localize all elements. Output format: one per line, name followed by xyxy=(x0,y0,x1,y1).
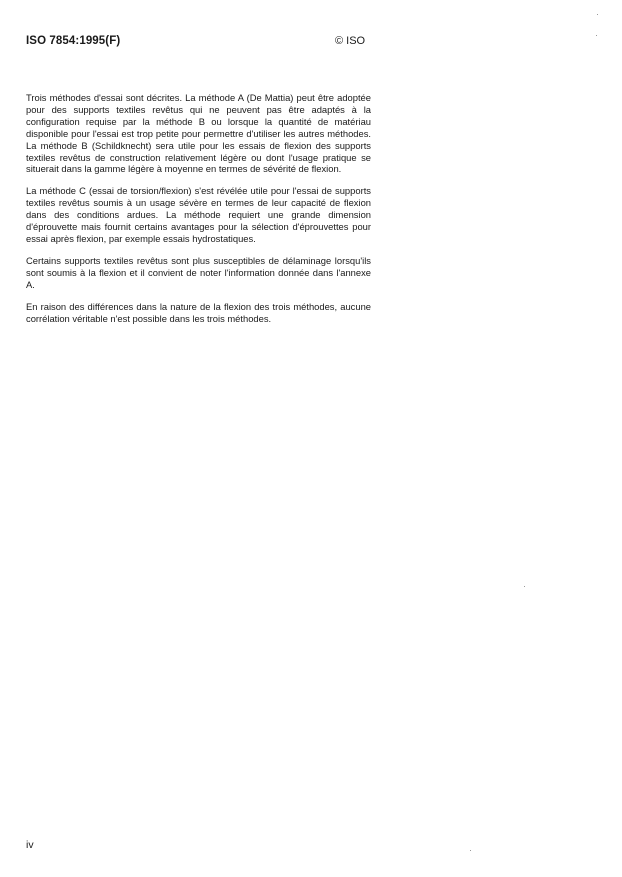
paragraph-delamination: Certains supports textiles revêtus sont plus susceptibles de délaminage lorsqu'ils sont soumis à la flexion et il convient de noter l'information donnée dans l'annexe A. xyxy=(26,254,371,290)
paragraph-test-methods: Trois méthodes d'essai sont décrites. La méthode A (De Mattia) peut être adoptée pour des supports textiles revêtus qui ne peuvent pas être adaptés à la configuration requise par la méthode B ou lorsque la quantité de matériau disponible pour l'essai est trop petite pour permettre d'utiliser les autres méthodes. La méthode B (Schildknecht) sera utile pour les essais de flexion des supports textiles revêtus de construction relativement légère ou dont l'usage pratique se situerait dans la gamme légère à moyenne en termes de sévérité de flexion. xyxy=(26,92,371,175)
scan-speck xyxy=(524,586,525,587)
scan-speck xyxy=(470,850,471,851)
standard-reference: ISO 7854:1995(F) xyxy=(26,35,121,47)
scan-speck xyxy=(596,35,597,36)
copyright-notice: © ISO xyxy=(335,35,366,47)
paragraph-method-c: La méthode C (essai de torsion/flexion) s'est révélée utile pour l'essai de supports textiles revêtus soumis à un usage sévère en termes de leur capacité de flexion dans des conditions ardues. La méthode requiert une grande dimension d'éprouvette mais fournit certains avantages pour la sélection d'éprouvettes pour essai après flexion, par exemple essais hydrostatiques. xyxy=(26,185,371,244)
scan-speck xyxy=(597,14,598,15)
document-body xyxy=(26,92,371,334)
paragraph-correlation: En raison des différences dans la nature de la flexion des trois méthodes, aucune corrélation véritable n'est possible dans les trois méthodes. xyxy=(26,300,371,324)
page-number: iv xyxy=(26,839,34,851)
